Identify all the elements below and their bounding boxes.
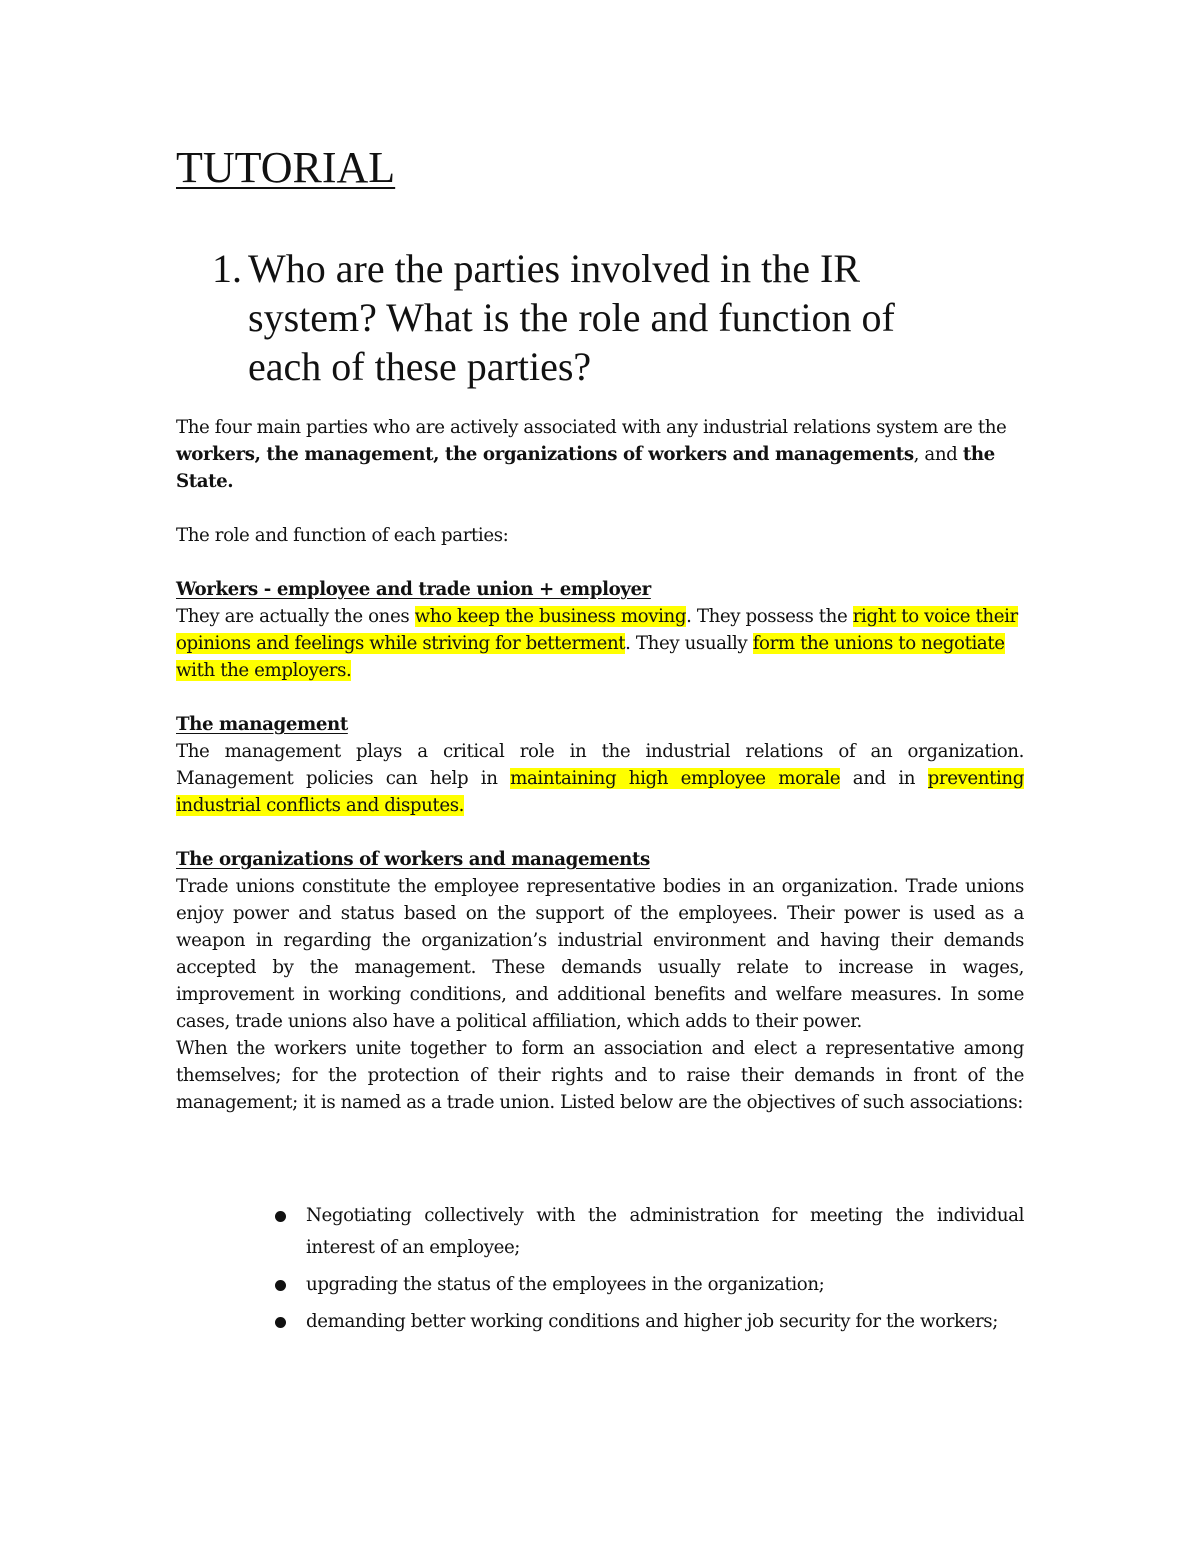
list-item <box>268 1200 1024 1264</box>
question-1 <box>212 244 972 391</box>
management-text-1: The management plays a critical role in the industrial relations of an organization. Management policies can help in <box>176 741 1024 789</box>
section-organizations <box>176 846 1024 1116</box>
workers-text-3: . They usually <box>625 633 753 654</box>
management-highlight-2: preventing industrial conflicts and disputes. <box>176 768 1024 816</box>
bullet-icon <box>275 1317 286 1328</box>
intro-paragraph <box>176 414 1024 495</box>
workers-heading: Workers - employee and trade union + employer <box>176 579 651 600</box>
bullet-icon <box>275 1211 286 1222</box>
workers-highlight-2: right to voice their opinions and feelings while striving for betterment <box>176 606 1018 654</box>
question-text: Who are the parties involved in the IR system? What is the role and function of each of these parties? <box>248 246 895 389</box>
workers-text-2: . They possess the <box>686 606 853 627</box>
objectives-list <box>268 1200 1024 1343</box>
section-management <box>176 711 1024 819</box>
workers-highlight-1: who keep the business moving <box>414 606 687 627</box>
management-text-2: and in <box>840 768 928 789</box>
intro-connector: , and <box>913 444 963 465</box>
list-item-text: Negotiating collectively with the administration for meeting the individual interest of an employee; <box>306 1205 1024 1258</box>
list-item-text: demanding better working conditions and higher job security for the workers; <box>306 1311 998 1332</box>
workers-paragraph <box>176 603 1024 684</box>
list-item <box>268 1306 1024 1338</box>
organizations-paragraph-2: When the workers unite together to form an association and elect a representative among themselves; for the protection of their rights and to raise their demands in front of the management; it is named as a trade union. Listed below are the objectives of such associations: <box>176 1038 1024 1113</box>
intro-lead: The four main parties who are actively associated with any industrial relations system are the <box>176 417 1007 438</box>
list-item-text: upgrading the status of the employees in the organization; <box>306 1274 825 1295</box>
organizations-paragraph-1: Trade unions constitute the employee representative bodies in an organization. Trade unions enjoy power and status based on the support of the employees. Their power is used as a weapon in regarding the organization’s industrial environment and having their demands accepted by the management. These demands usually relate to increase in wages, improvement in working conditions, and additional benefits and welfare measures. In some cases, trade unions also have a political affiliation, which adds to their power. <box>176 876 1024 1032</box>
section-workers <box>176 576 1024 684</box>
workers-highlight-3: form the unions to negotiate with the employers. <box>176 633 1005 681</box>
organizations-heading: The organizations of workers and managements <box>176 849 650 870</box>
page-title: TUTORIAL <box>176 143 396 192</box>
question-number: 1. <box>212 246 242 291</box>
workers-text-1: They are actually the ones <box>176 606 415 627</box>
list-item <box>268 1269 1024 1301</box>
management-highlight-1: maintaining high employee morale <box>510 768 841 789</box>
bullet-icon <box>275 1280 286 1291</box>
intro-bold-state: the State. <box>176 444 995 492</box>
management-heading: The management <box>176 714 348 735</box>
intro-bold-parties: workers, the management, the organizations of workers and managements <box>176 444 914 465</box>
management-paragraph <box>176 738 1024 819</box>
role-line: The role and function of each parties: <box>176 525 509 546</box>
